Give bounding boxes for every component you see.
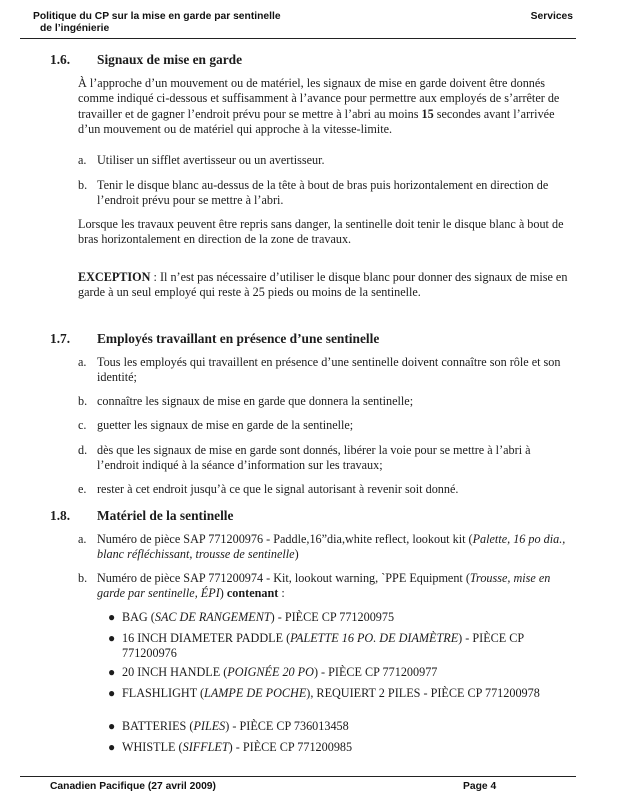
bullet-item: ● 20 INCH HANDLE (POIGNÉE 20 PO) - PIÈCE CP 771200977	[108, 665, 438, 679]
header-divider	[20, 38, 576, 39]
list-item: d. dès que les signaux de mise en garde sont donnés, libérer la voie pour se mettre à l’abri à l’endroit indiqué à la séance d’information sur les travaux;	[78, 443, 531, 473]
document-title	[33, 11, 281, 35]
section-number: 1.6.	[50, 52, 71, 67]
bullet-icon: ●	[108, 719, 116, 733]
list-item: e. rester à cet endroit jusqu’à ce que le signal autorisant à revenir soit donné.	[78, 482, 459, 496]
list-item: b. Tenir le disque blanc au-dessus de la tête à bout de bras puis horizontalement en direction de l’endroit prévu pour se mettre à l’abri.	[78, 178, 549, 208]
footer-company-date: Canadien Pacifique (27 avril 2009)	[50, 781, 216, 792]
section-number: 1.7.	[50, 331, 71, 346]
document-title-line1: Politique du CP sur la mise en garde par sentinelle	[33, 11, 281, 22]
department-label: Services	[530, 11, 573, 22]
bullet-icon: ●	[108, 631, 116, 645]
list-item: a. Numéro de pièce SAP 771200976 - Paddle,16”dia,white reflect, lookout kit (Palette, 16 po dia., blanc réfléchissant, trousse de sentinelle)	[78, 532, 566, 562]
bullet-item: ● BAG (SAC DE RANGEMENT) - PIÈCE CP 771200975	[108, 610, 395, 624]
section-number: 1.8.	[50, 508, 71, 523]
section-title: Signaux de mise en garde	[97, 52, 243, 67]
bullet-item: ● 16 INCH DIAMETER PADDLE (PALETTE 16 PO. DE DIAMÈTRE) - PIÈCE CP 771200976	[108, 631, 524, 661]
list-item: a. Utiliser un sifflet avertisseur ou un avertisseur.	[78, 153, 325, 167]
section-1-6-resume: Lorsque les travaux peuvent être repris sans danger, la sentinelle doit tenir le disque blanc à bout de bras horizontalement en direction de la zone de travaux.	[78, 217, 564, 247]
bullet-item: ● FLASHLIGHT (LAMPE DE POCHE), REQUIERT 2 PILES - PIÈCE CP 771200978	[108, 686, 540, 700]
list-item: b. Numéro de pièce SAP 771200974 - Kit, lookout warning, `PPE Equipment (Trousse, mise en garde par sentinelle, ÉPI) contenant :	[78, 571, 551, 601]
footer-divider	[20, 776, 576, 777]
bullet-icon: ●	[108, 665, 116, 679]
bullet-icon: ●	[108, 610, 116, 624]
bullet-icon: ●	[108, 686, 116, 700]
exception-label: EXCEPTION	[78, 270, 151, 284]
section-title: Employés travaillant en présence d’une sentinelle	[97, 331, 380, 346]
exception-note: EXCEPTION : Il n’est pas nécessaire d’utiliser le disque blanc pour donner des signaux de mise en garde à un seul employé qui reste à 25 pieds ou moins de la sentinelle.	[78, 270, 568, 300]
seconds-value: 15	[421, 106, 434, 121]
section-heading-1-8	[50, 508, 233, 524]
bullet-item: ● BATTERIES (PILES) - PIÈCE CP 736013458	[108, 719, 349, 733]
section-heading-1-6	[50, 52, 242, 68]
list-item: a. Tous les employés qui travaillent en présence d’une sentinelle doivent connaître son rôle et son identité;	[78, 355, 561, 385]
section-heading-1-7	[50, 331, 379, 347]
section-1-6-intro: À l’approche d’un mouvement ou de matériel, les signaux de mise en garde doivent être donnés comme indiqué ci-dessous et suffisamment à l’avance pour permettre aux employés de s’arrêter de travailler et de gagner l’endroit prévu pour se mettre à l’abri au moins 15 secondes avant l’arrivée d’un mouvement ou de matériel qui approche à la vitesse-limite.	[78, 76, 560, 137]
list-item: c. guetter les signaux de mise en garde de la sentinelle;	[78, 418, 354, 432]
bullet-icon: ●	[108, 740, 116, 754]
page-number: Page 4	[463, 781, 497, 792]
document-title-line2: de l’ingénierie	[40, 23, 110, 34]
bullet-item: ● WHISTLE (SIFFLET) - PIÈCE CP 771200985	[108, 740, 353, 754]
list-item: b. connaître les signaux de mise en garde que donnera la sentinelle;	[78, 394, 414, 408]
section-title: Matériel de la sentinelle	[97, 508, 234, 523]
